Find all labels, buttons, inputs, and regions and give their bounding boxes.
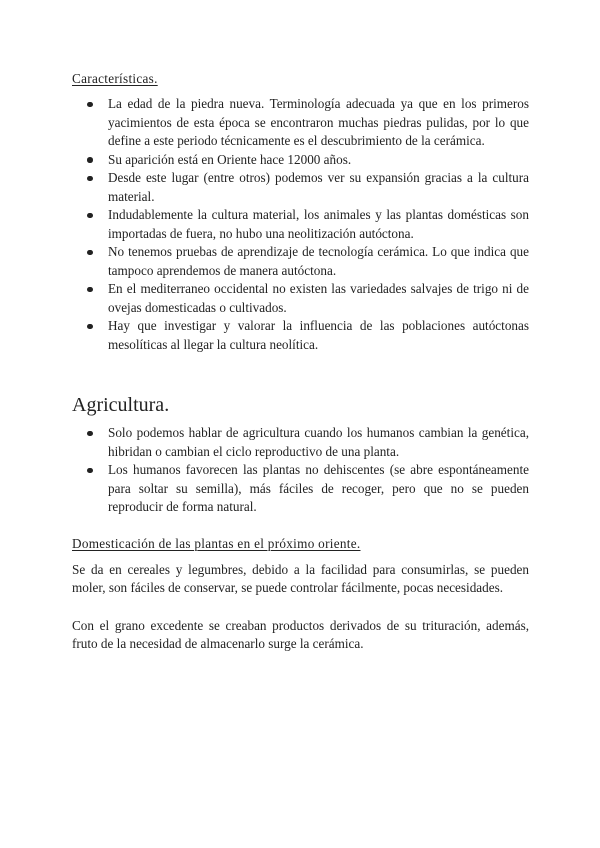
list-item: Hay que investigar y valorar la influencia de las poblaciones autóctonas mesolíticas al llegar la cultura neolítica. bbox=[72, 317, 529, 354]
domestication-heading: Domesticación de las plantas en el próximo oriente. bbox=[72, 535, 361, 551]
characteristics-list bbox=[72, 95, 529, 354]
document-page bbox=[72, 70, 529, 654]
characteristics-heading: Características. bbox=[72, 71, 158, 86]
list-item: Solo podemos hablar de agricultura cuando los humanos cambian la genética, hibridan o cambian el ciclo reproductivo de una planta. bbox=[72, 424, 529, 461]
bullet-icon bbox=[87, 157, 93, 163]
bullet-icon bbox=[87, 176, 93, 182]
list-item: No tenemos pruebas de aprendizaje de tecnología cerámica. Lo que indica que tampoco aprendemos de manera autóctona. bbox=[72, 243, 529, 280]
bullet-icon bbox=[87, 287, 93, 293]
domestication-paragraph: Con el grano excedente se creaban productos derivados de su trituración, además, fruto de la necesidad de almacenarlo surge la cerámica. bbox=[72, 617, 529, 651]
list-item: Los humanos favorecen las plantas no dehiscentes (se abre espontáneamente para soltar su semilla), más fáciles de recoger, pero que no se pueden reproducir de forma natural. bbox=[72, 461, 529, 517]
list-item: La edad de la piedra nueva. Terminología adecuada ya que en los primeros yacimientos de esta época se encontraron muchas piedras pulidas, por lo que define a este periodo técnicamente es el descubrimiento de la cerámica. bbox=[72, 95, 529, 151]
bullet-icon bbox=[87, 102, 93, 108]
bullet-icon bbox=[87, 468, 93, 474]
list-item: En el mediterraneo occidental no existen las variedades salvajes de trigo ni de ovejas domesticadas o cultivados. bbox=[72, 280, 529, 317]
agriculture-list bbox=[72, 424, 529, 517]
list-item: Su aparición está en Oriente hace 12000 años. bbox=[72, 151, 529, 170]
bullet-icon bbox=[87, 213, 93, 219]
agriculture-heading: Agricultura. bbox=[72, 394, 170, 416]
list-item: Desde este lugar (entre otros) podemos ver su expansión gracias a la cultura material. bbox=[72, 169, 529, 206]
list-item: Indudablemente la cultura material, los animales y las plantas domésticas son importadas de fuera, no hubo una neolitización autóctona. bbox=[72, 206, 529, 243]
bullet-icon bbox=[87, 431, 93, 437]
bullet-icon bbox=[87, 324, 93, 330]
bullet-icon bbox=[87, 250, 93, 256]
domestication-paragraph: Se da en cereales y legumbres, debido a la facilidad para consumirlas, se pueden moler, son fáciles de conservar, se puede controlar fácilmente, pocas necesidades. bbox=[72, 561, 529, 595]
